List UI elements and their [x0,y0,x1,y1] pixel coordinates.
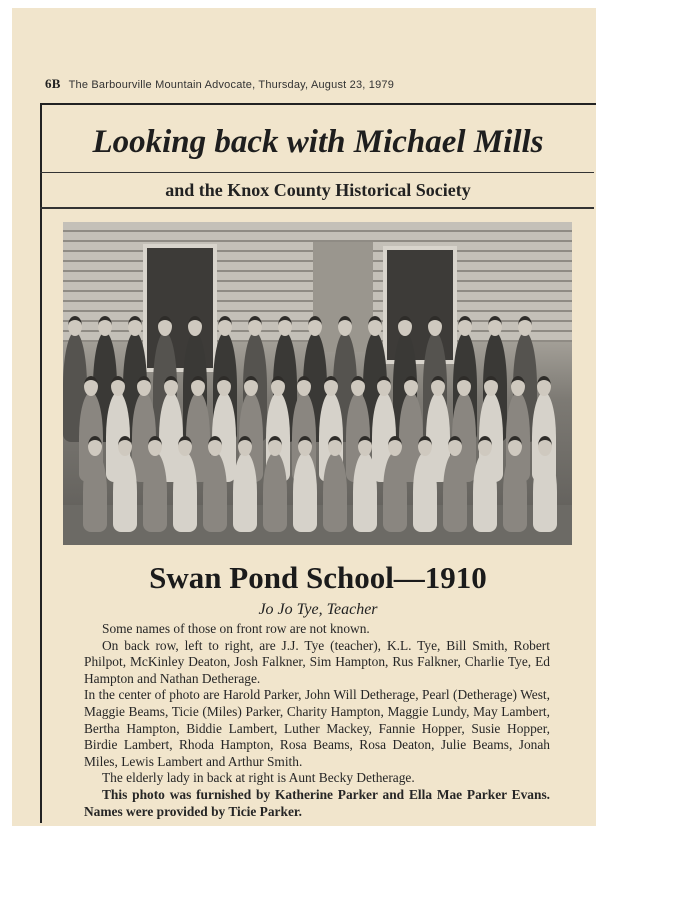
article-byline: Jo Jo Tye, Teacher [258,601,378,618]
person-head [308,316,322,336]
person-figure [113,452,137,532]
person-head [511,376,525,396]
paragraph: This photo was furnished by Katherine Parker and Ella Mae Parker Evans. Names were provided by Ticie Parker. [84,786,550,819]
person-head [324,376,338,396]
person-figure [353,452,377,532]
person-head [351,376,365,396]
divider [40,207,594,209]
person-head [137,376,151,396]
person-head [377,376,391,396]
person-head [98,316,112,336]
divider [40,172,594,173]
person-head [208,436,222,456]
person-figure [143,452,167,532]
person-figure [413,452,437,532]
person-head [298,436,312,456]
page-number: 6B [45,76,61,91]
article-headline: Swan Pond School—1910 [149,560,487,595]
person-figure [293,452,317,532]
person-head [238,436,252,456]
person-head [128,316,142,336]
person-head [188,316,202,336]
column-subtitle: and the Knox County Historical Society [165,180,471,200]
person-head [244,376,258,396]
person-head [448,436,462,456]
person-head [398,316,412,336]
person-head [458,316,472,336]
person-figure [503,452,527,532]
person-head [428,316,442,336]
person-head [191,376,205,396]
person-head [537,376,551,396]
person-head [478,436,492,456]
paragraph: Some names of those on front row are not known. [102,621,370,636]
person-figure [83,452,107,532]
person-figure [173,452,197,532]
paragraph: The elderly lady in back at right is Aunt Becky Detherage. [102,770,415,786]
person-head [68,316,82,336]
person-head [148,436,162,456]
box-border-top [40,103,596,105]
person-head [328,436,342,456]
person-figure [383,452,407,532]
person-head [538,436,552,456]
person-head [404,376,418,396]
person-figure [323,452,347,532]
person-head [484,376,498,396]
person-head [388,436,402,456]
window [143,244,217,372]
person-head [358,436,372,456]
person-figure [533,452,557,532]
person-figure [233,452,257,532]
person-head [508,436,522,456]
person-head [368,316,382,336]
person-head [418,436,432,456]
person-head [164,376,178,396]
box-border-left [40,103,42,823]
paragraph: On back row, left to right, are J.J. Tye (teacher), K.L. Tye, Bill Smith, Robert Philpot, McKinley Deaton, Josh Falkner, Sim Hampton, Rus Falkner, Charlie Tye, Ed Hampton and Nathan Detherage. [84,637,550,686]
person-head [271,376,285,396]
person-head [118,436,132,456]
person-figure [443,452,467,532]
person-head [84,376,98,396]
publication-line: The Barbourville Mountain Advocate, Thursday, August 23, 1979 [68,79,395,91]
person-head [518,316,532,336]
person-head [338,316,352,336]
person-head [178,436,192,456]
person-head [268,436,282,456]
article-body [84,621,550,820]
person-head [218,316,232,336]
window [383,246,457,364]
person-figure [203,452,227,532]
person-head [248,316,262,336]
paragraph: In the center of photo are Harold Parker, John Will Detherage, Pearl (Detherage) West, Maggie Beams, Ticie (Miles) Parker, Charity Hampton, Maggie Lundy, May Lambert, Bertha Hampton, Biddie Lambert, Luther Mackey, Fannie Hopper, Susie Hopper, Birdie Lambert, Rhoda Hampton, Rosa Beams, Rosa Deaton, Julie Beams, Jonah Miles, Lewis Lambert and Arthur Smith. [84,687,550,769]
person-head [158,316,172,336]
person-head [278,316,292,336]
person-head [488,316,502,336]
column-title: Looking back with Michael Mills [92,124,544,160]
page-header [45,76,394,92]
person-head [88,436,102,456]
person-figure [263,452,287,532]
person-head [111,376,125,396]
school-class-photo [63,222,572,545]
person-figure [473,452,497,532]
person-head [431,376,445,396]
